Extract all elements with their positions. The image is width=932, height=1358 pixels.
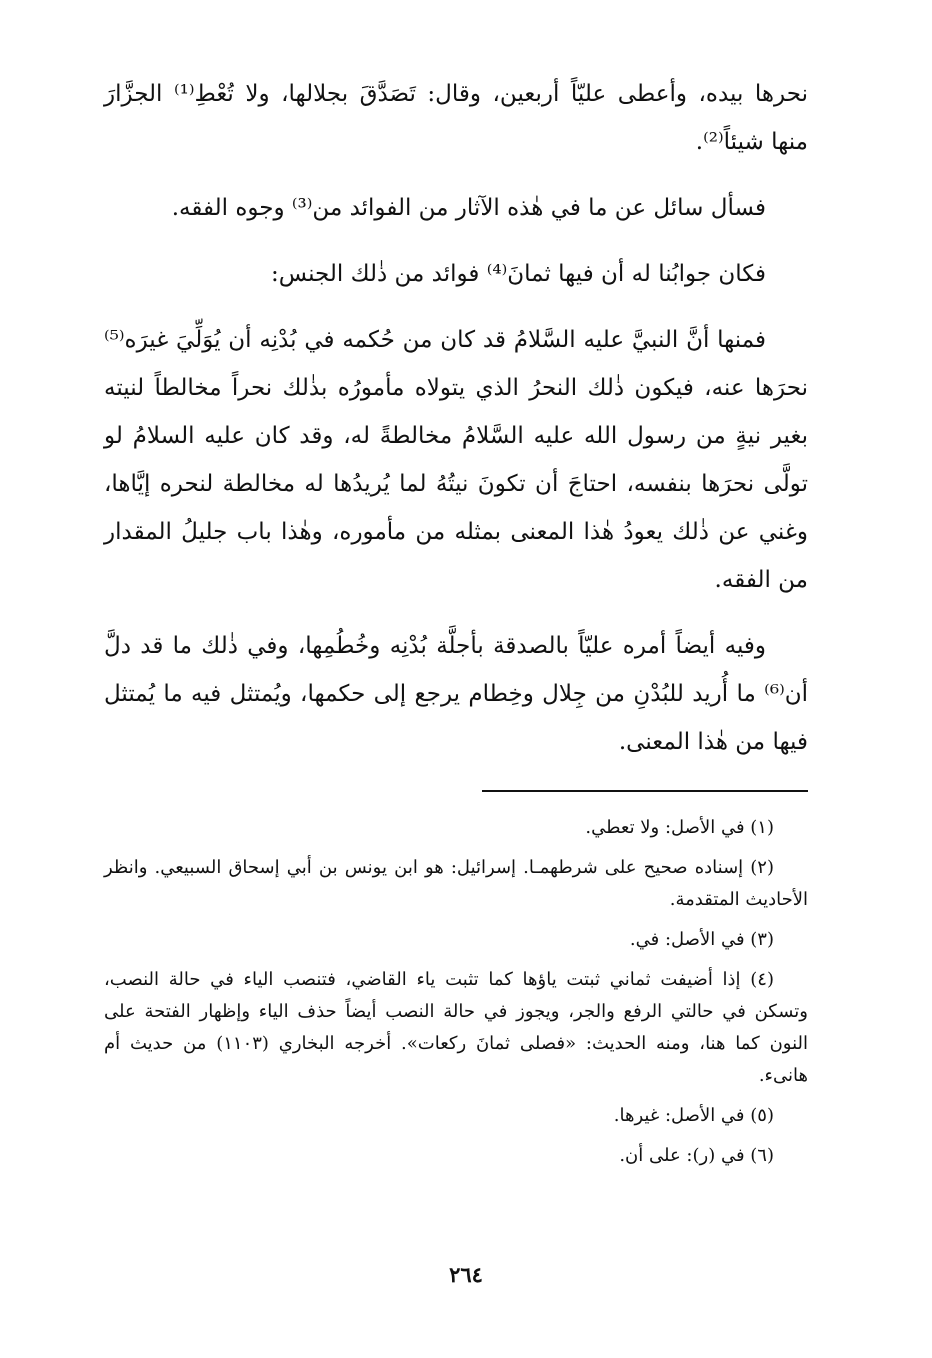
paragraph-2: فسأل سائل عن ما في هٰذه الآثار من الفوائد من⁽³⁾ وجوه الفقه. [171,195,766,221]
footnote-3: (٣) في الأصل: في. [629,929,774,950]
footnote-5: (٥) في الأصل: غيرها. [613,1105,774,1126]
footnote-2: (٢) إسناده صحيح على شرطهمـا. إسرائيل: هو ابن يونس بن أبي إسحاق السبيعي. وانظر الأحاديث المتقدمة. [104,857,808,910]
footnote-6: (٦) في (ر): على أن. [619,1145,774,1166]
main-text [104,70,808,766]
footnote-divider [482,790,808,792]
page-number: ٢٦٤ [449,1262,483,1287]
paragraph-5: وفيه أيضاً أمره عليّاً بالصدقة بأجلَّة بُدْنِه وخُطُمِها، وفي ذٰلك ما قد دلَّ أن⁽⁶⁾ ما أُريد للبُدْنِ من جِلال وخِطام يرجع إلى حكمها، ويُمتثل فيه ما يُمتثل فيها من هٰذا المعنى. [104,633,808,755]
footnote-4: (٤) إذا أضيفت ثماني ثبتت ياؤها كما تثبت ياء القاضي، فتنصب الياء في حالة النصب، وتسكن في حالتي الرفع والجر، ويجوز في حالة النصب أيضاً حذف الياء وإظهار الفتحة على النون كما هنا، ومنه الحديث: «فصلى ثمانَ ركعات». أخرجه البخاري (١١٠٣) من حديث أم هانىء. [104,969,809,1086]
footnote-1: (١) في الأصل: ولا تعطي. [585,817,774,838]
footnotes [104,812,808,1172]
paragraph-3: فكان جوابُنا له أن فيها ثمانَ⁽⁴⁾ فوائد من ذٰلك الجنس: [271,261,766,287]
paragraph-1: نحرها بيده، وأعطى عليّاً أربعين، وقال: تَصَدَّقَ بجلالها، ولا تُعْطِ⁽¹⁾ الجزَّارَ منها شيئاً⁽²⁾. [104,81,808,155]
paragraph-4: فمنها أنَّ النبيَّ عليه السَّلامُ قد كان من حُكمه في بُدْنِه أن يُوَلِّيَ غيرَه⁽⁵⁾ نحرَها عنه، فيكون ذٰلك النحرُ الذي يتولاه مأمورُه بذٰلك نحراً مخالطاً لنيته بغير نيةٍ من رسول الله عليه السَّلامُ مخالطةً له، وقد كان عليه السلامُ لو تولَّى نحرَها بنفسه، احتاجَ أن تكونَ نيتُهُ لما يُريدُها له مخالطة لنحره إيَّاها، وغني عن ذٰلك يعودُ هٰذا المعنى بمثله من مأموره، وهٰذا باب جليلُ المقدار من الفقه. [104,327,808,593]
